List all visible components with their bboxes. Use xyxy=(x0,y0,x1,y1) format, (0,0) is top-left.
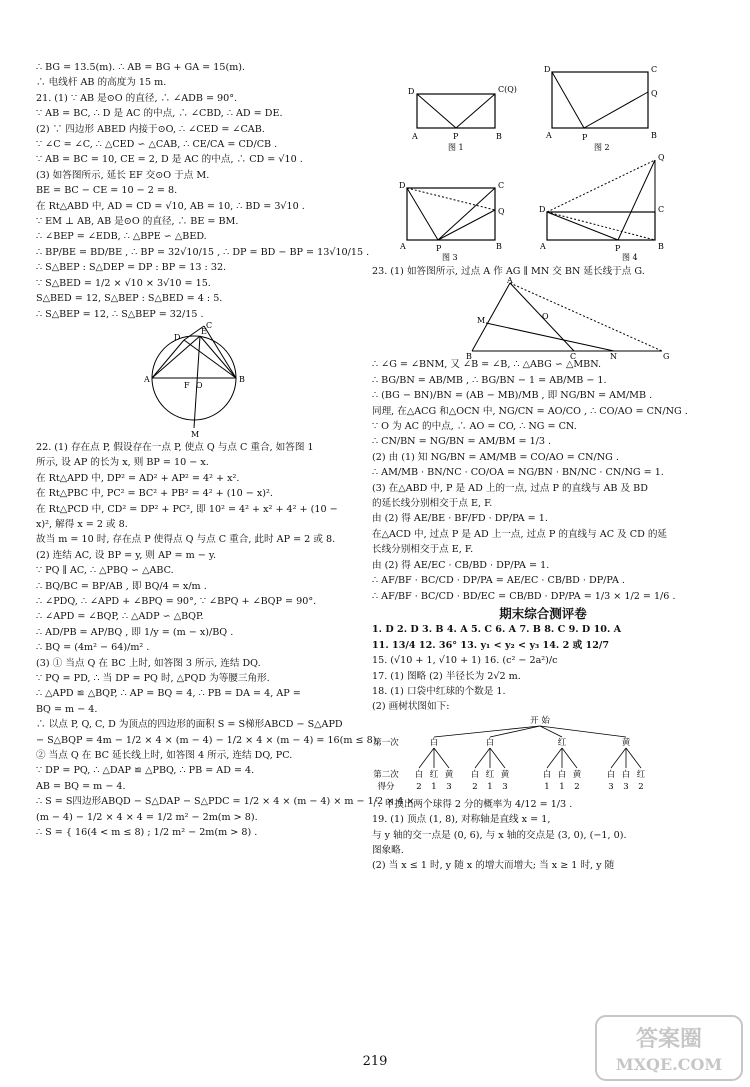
left-text-line: (3) 如答图所示, 延长 EF 交⊙O 于点 M. xyxy=(36,169,210,181)
fig2-label-P: P xyxy=(582,133,588,142)
fig3-label-B: B xyxy=(496,242,502,251)
tree-branch xyxy=(434,748,449,768)
left-text-line: ∴ AD/PB = AP/BQ , 即 1/y = (m − x)/BQ . xyxy=(36,626,234,638)
left-text-line: 在 Rt△ABD 中, AD = CD = √10, AB = 10, ∴ BD = 3√10 . xyxy=(36,200,305,212)
right-text-line: 由 (2) 得 AE/EC · CB/BD · DP/PA = 1. xyxy=(372,559,550,571)
right-text-line: ∴ AM/MB · BN/NC · CO/OA = NG/BN · BN/NC · CN/NG = 1. xyxy=(372,467,664,479)
tree-second-node: 白 xyxy=(557,769,567,780)
label-A: A xyxy=(144,374,150,384)
fig1-label-P: P xyxy=(453,132,459,141)
answer-line: 图象略. xyxy=(372,844,404,856)
left-text-line: x)², 解得 x = 2 或 8. xyxy=(36,518,128,530)
tree-branch xyxy=(434,726,540,737)
right-column xyxy=(372,60,714,874)
tree-score: 1 xyxy=(544,781,550,792)
left-text-line: ∴ 电线杆 AB 的高度为 15 m. xyxy=(36,77,167,89)
label-B: B xyxy=(239,374,245,384)
left-text-line: ∵ PQ ∥ AC, ∴ △PBQ ∽ △ABC. xyxy=(36,565,174,577)
answer-line: 19. (1) 顶点 (1, 8), 对称轴是直线 x = 1, xyxy=(372,814,551,826)
tree-branch xyxy=(540,726,626,737)
label-D: D xyxy=(174,332,181,342)
fig3-label-Q: Q xyxy=(498,207,505,216)
watermark-logo xyxy=(594,1012,744,1084)
left-text-line: ∵ DP = PQ, ∴ △DAP ≌ △PBQ, ∴ PB = AD = 4. xyxy=(36,765,255,777)
svg-text:答案圈: 答案圈 xyxy=(635,1026,703,1052)
left-text-line: ∴ BG = 13.5(m). ∴ AB = BG + GA = 15(m). xyxy=(36,62,246,73)
tree-score: 2 xyxy=(638,781,644,792)
tree-row2-label: 第二次 xyxy=(373,769,399,780)
fig3-label-A: A xyxy=(400,242,406,251)
tree-score: 1 xyxy=(487,781,493,792)
left-text-line: ∴ S = S四边形ABQD − S△DAP − S△PDC = 1/2 × 4 × (m − 4) × m − 1/2 × 4 × xyxy=(36,796,415,808)
fig4-label-D: D xyxy=(539,205,546,214)
left-text-line: ∵ EM ⊥ AB, AB 是⊙O 的直径, ∴ BE = BM. xyxy=(36,216,239,228)
left-text-line: 22. (1) 存在点 P, 假设存在一点 P, 使点 Q 与点 C 重合, 如答图 1 xyxy=(36,441,314,453)
tri-label-M: M xyxy=(477,316,486,326)
tree-score: 2 xyxy=(416,781,422,792)
fig2-label-A: A xyxy=(546,131,552,140)
left-text-line: (2) 连结 AC, 设 BP = y, 则 AP = m − y. xyxy=(36,549,217,561)
tree-second-node: 红 xyxy=(485,769,495,780)
page-number: 219 xyxy=(362,1054,388,1069)
tree-branch xyxy=(419,748,434,768)
left-text-line: ∴ ∠BEP = ∠EDB, ∴ △BPE ∽ △BED. xyxy=(36,231,207,243)
tree-first-node: 黄 xyxy=(621,737,631,748)
fig4-caption: 图 4 xyxy=(622,253,638,262)
tree-score: 3 xyxy=(446,781,452,792)
fig4-label-B: B xyxy=(658,242,664,251)
right-text-line: 23. (1) 如答图所示, 过点 A 作 AG ∥ MN 交 BN 延长线于点 G. xyxy=(372,266,645,277)
right-solution-block-middle xyxy=(372,357,714,604)
tri-label-O: O xyxy=(542,312,549,322)
tree-branch xyxy=(562,748,577,768)
tree-score: 3 xyxy=(608,781,614,792)
answer-line: 17. (1) 图略 (2) 半径长为 2√2 m. xyxy=(372,670,521,682)
left-text-line: ∵ AB = BC, ∴ D 是 AC 的中点, ∴ ∠CBD, ∴ AD = DE. xyxy=(36,108,283,120)
right-text-line: ∵ O 为 AC 的中点, ∴ AO = CO, ∴ NG = CN. xyxy=(372,421,577,433)
right-text-line: (3) 在△ABD 中, P 是 AD 上的一点, 过点 P 的直线与 AB 及 BD xyxy=(372,482,648,494)
left-text-line: S△BED = 12, S△BEP : S△BED = 4 : 5. xyxy=(36,293,223,305)
left-text-line: ∴ BQ/BC = BP/AB , 即 BQ/4 = x/m . xyxy=(36,580,207,592)
right-text-line: (2) 由 (1) 知 NG/BN = AM/MB = CO/AO = CN/NG . xyxy=(372,451,619,463)
tree-second-node: 红 xyxy=(429,769,439,780)
left-solution-block-top xyxy=(36,60,370,322)
left-text-line: ∴ S△BEP : S△DEP = DP : BP = 13 : 32. xyxy=(36,262,227,274)
left-text-line: 在 Rt△PBC 中, PC² = BC² + PB² = 4² + (10 − x)². xyxy=(36,488,273,500)
fig1-caption: 图 1 xyxy=(448,143,464,152)
left-text-line: 故当 m = 10 时, 存在点 P 使得点 Q 与点 C 重合, 此时 AP = 2 或 8. xyxy=(36,534,336,546)
answers-block xyxy=(372,622,714,714)
answer-line: 11. 13/4 12. 36° 13. y₁ < y₂ < y₃ 14. 2 或 12/7 xyxy=(372,639,610,651)
tree-branch xyxy=(611,748,626,768)
tree-branch xyxy=(490,748,505,768)
left-text-line: ∵ AB = BC = 10, CE = 2, D 是 AC 的中点, ∴ CD = √10 . xyxy=(36,154,303,166)
fig2-caption: 图 2 xyxy=(594,143,610,152)
tree-second-node: 红 xyxy=(636,769,646,780)
right-text-line: 由 (2) 得 AE/BE · BF/FD · DP/PA = 1. xyxy=(372,513,548,525)
fig3-label-P: P xyxy=(436,244,442,253)
tree-second-node: 白 xyxy=(470,769,480,780)
left-text-line: (3) ① 当点 Q 在 BC 上时, 如答图 3 所示, 连结 DQ. xyxy=(36,657,261,669)
tri-label-G: G xyxy=(663,352,670,362)
answer-line: 15. (√10 + 1, √10 + 1) 16. (c² − 2a²)/c xyxy=(372,655,558,667)
left-text-line: ∴ ∠APD = ∠BQP, ∴ △ADP ∽ △BQP. xyxy=(36,611,204,623)
right-text-line: ∴ (BG − BN)/BN = (AB − MB)/MB , 即 NG/BN = AM/MB . xyxy=(372,390,653,402)
label-M: M xyxy=(191,429,200,439)
tree-first-node: 白 xyxy=(485,737,495,748)
left-text-line: 在 Rt△APD 中, DP² = AD² + AP² = 4² + x². xyxy=(36,472,240,484)
fig4-label-C: C xyxy=(658,205,665,214)
answers-block-continued xyxy=(372,797,714,874)
left-text-line: AB = BQ = m − 4. xyxy=(36,780,126,792)
left-text-line: ∴ BP/BE = BD/BE , ∴ BP = 32√10/15 , ∴ DP = BD − BP = 13√10/15 . xyxy=(36,246,370,258)
rectangle-figures xyxy=(372,64,712,264)
tree-row1-label: 第一次 xyxy=(373,737,399,748)
tree-score: 3 xyxy=(623,781,629,792)
tree-second-node: 白 xyxy=(414,769,424,780)
fig4-label-P: P xyxy=(615,244,621,253)
tree-second-node: 白 xyxy=(542,769,552,780)
left-text-line: ∴ S = { 16(4 < m ≤ 8) ; 1/2 m² − 2m(m > 8) . xyxy=(36,827,258,839)
left-text-line: ∵ PQ = PD, ∴ 当 DP = PQ 时, △PQD 为等腰三角形. xyxy=(36,673,270,684)
left-text-line: ② 当点 Q 在 BC 延长线上时, 如答图 4 所示, 连结 DQ, PC. xyxy=(36,750,293,762)
tree-second-node: 黄 xyxy=(572,769,582,780)
left-text-line: ∴ BQ = (4m² − 64)/m² . xyxy=(36,642,150,654)
tree-score: 1 xyxy=(431,781,437,792)
left-text-line: ∵ ∠C = ∠C, ∴ △CED ∽ △CAB, ∴ CE/CA = CD/CB . xyxy=(36,139,278,151)
tree-row3-label: 得分 xyxy=(377,781,395,792)
answer-line: 18. (1) 口袋中红球的个数是 1. xyxy=(372,685,506,697)
answer-line: (2) 当 x ≤ 1 时, y 随 x 的增大而增大; 当 x ≥ 1 时, y 随 xyxy=(372,860,615,872)
label-O: O xyxy=(196,380,203,390)
fig2-label-B: B xyxy=(651,131,657,140)
tri-label-A: A xyxy=(507,276,513,286)
tri-label-B: B xyxy=(466,352,472,362)
label-E: E xyxy=(201,326,207,336)
tree-first-node: 红 xyxy=(557,737,567,748)
tree-branch xyxy=(547,748,562,768)
fig2-label-C: C xyxy=(651,65,658,74)
left-text-line: (m − 4) − 1/2 × 4 × 4 = 1/2 m² − 2m(m > 8). xyxy=(36,811,258,823)
tree-branch xyxy=(490,726,540,737)
answer-line: 与 y 轴的交一点是 (0, 6), 与 x 轴的交点是 (3, 0), (−1, 0). xyxy=(372,829,627,841)
right-solution-block-top xyxy=(372,264,714,279)
left-text-line: ∴ S△BEP = 12, ∴ S△BEP = 32/15 . xyxy=(36,308,204,320)
fig1-label-B: B xyxy=(496,132,502,141)
tree-second-node: 白 xyxy=(606,769,616,780)
fig3-caption: 图 3 xyxy=(442,253,458,262)
probability-tree-diagram xyxy=(372,715,712,797)
right-text-line: ∴ AF/BF · BC/CD · BD/EC = CB/BD · DP/PA = 1/3 × 1/2 = 1/6 . xyxy=(372,590,676,602)
right-text-line: 在△ACD 中, 过点 P 是 AD 上一点, 过点 P 的直线与 AC 及 CD 的延 xyxy=(372,528,668,540)
tree-score: 2 xyxy=(574,781,580,792)
answer-line: 1. D 2. D 3. B 4. A 5. C 6. A 7. B 8. C 9. D 10. A xyxy=(372,624,622,636)
left-text-line: ∴ △APD ≌ △BQP, ∴ AP = BQ = 4, ∴ PB = DA = 4, AP = xyxy=(36,688,301,700)
triangle-figure xyxy=(462,276,682,362)
tri-label-N: N xyxy=(610,352,617,362)
circle-figure xyxy=(144,320,254,440)
left-text-line: BQ = m − 4. xyxy=(36,703,98,715)
left-text-line: ∵ S△BED = 1/2 × √10 × 3√10 = 15. xyxy=(36,277,211,289)
left-text-line: 21. (1) ∵ AB 是⊙O 的直径, ∴ ∠ADB = 90°. xyxy=(36,92,238,104)
tree-root: 开 始 xyxy=(530,715,550,726)
tree-second-node: 黄 xyxy=(444,769,454,780)
right-text-line: ∴ CN/BN = NG/BN = AM/BM = 1/3 . xyxy=(372,436,552,448)
tri-label-C: C xyxy=(570,352,577,362)
left-text-line: 在 Rt△PCD 中, CD² = DP² + PC², 即 10² = 4² + x² + 4² + (10 − xyxy=(36,503,338,515)
left-text-line: (2) ∵ 四边形 ABED 内接于⊙O, ∴ ∠CED = ∠CAB. xyxy=(36,123,265,135)
fig2-label-D: D xyxy=(544,65,551,74)
fig3-label-D: D xyxy=(399,181,406,190)
tree-second-node: 白 xyxy=(621,769,631,780)
right-text-line: ∴ BG/BN = AB/MB , ∴ BG/BN − 1 = AB/MB − 1. xyxy=(372,374,607,386)
left-text-line: − S△BQP = 4m − 1/2 × 4 × (m − 4) − 1/2 × 4 × (m − 4) = 16(m ≤ 8). xyxy=(36,734,380,746)
fig1-label-CQ: C(Q) xyxy=(498,85,517,94)
answer-line: ∴ 甲摸出两个球得 2 分的概率为 4/12 = 1/3 . xyxy=(372,798,573,810)
right-text-line: 同理, 在△ACG 和△OCN 中, NG/CN = AO/CO , ∴ CO/AO = CN/NG . xyxy=(372,405,688,417)
fig4-label-A: A xyxy=(540,242,546,251)
tree-branch xyxy=(475,748,490,768)
right-text-line: 长线分别相交于点 E, F. xyxy=(372,544,474,556)
right-text-line: ∴ AF/BF · BC/CD · DP/PA = AE/EC · CB/BD · DP/PA . xyxy=(372,575,625,587)
tree-score: 3 xyxy=(502,781,508,792)
right-text-line: 的延长线分别相交于点 E, F. xyxy=(372,498,493,510)
fig2-label-Q: Q xyxy=(651,89,658,98)
left-text-line: 所示, 设 AP 的长为 x, 则 BP = 10 − x. xyxy=(36,457,209,469)
exam-section-title: 期末综合测评卷 xyxy=(499,605,587,621)
fig3-label-C: C xyxy=(498,181,505,190)
tree-branch xyxy=(626,748,641,768)
left-text-line: ∴ 以点 P, Q, C, D 为顶点的四边形的面积 S = S梯形ABCD − S△APD xyxy=(36,719,343,731)
tree-second-node: 黄 xyxy=(500,769,510,780)
tree-score: 1 xyxy=(559,781,565,792)
svg-text:MXQE.COM: MXQE.COM xyxy=(615,1055,723,1074)
label-C: C xyxy=(206,320,213,330)
label-F: F xyxy=(184,380,190,390)
left-text-line: ∴ ∠PDQ, ∴ ∠APD + ∠BPQ = 90°, ∵ ∠BPQ + ∠BQP = 90°. xyxy=(36,595,317,607)
fig1-label-A: A xyxy=(412,132,418,141)
tree-score: 2 xyxy=(472,781,478,792)
left-text-line: BE = BC − CE = 10 − 2 = 8. xyxy=(36,185,178,197)
fig4-label-Q: Q xyxy=(658,153,665,162)
right-text-line: ∴ ∠G = ∠BNM, 又 ∠B = ∠B, ∴ △ABG ∽ △MBN. xyxy=(372,359,602,371)
fig1-label-D: D xyxy=(408,87,415,96)
answer-line: (2) 画树状图如下: xyxy=(372,701,450,713)
tree-first-node: 白 xyxy=(429,737,439,748)
